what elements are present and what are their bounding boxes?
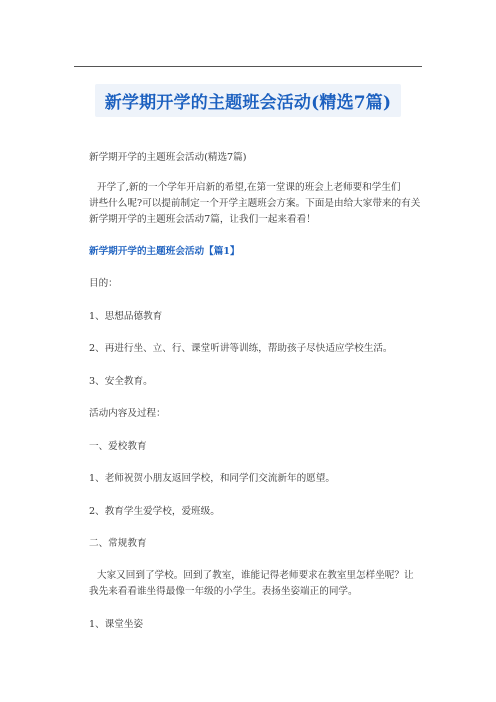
top-rule xyxy=(74,66,422,67)
purpose-item-3: 3、安全教育。 xyxy=(89,376,153,387)
part2-item-1: 1、课堂坐姿 xyxy=(89,619,144,630)
document-title xyxy=(74,84,422,117)
part2-para-line-2: 我先来看看谁坐得最像一年级的小学生。表扬坐姿端正的同学。 xyxy=(89,586,358,597)
part2-heading: 二、常规教育 xyxy=(89,538,147,549)
intro-line-2: 讲些什么呢?可以提前制定一个开学主题班会方案。下面是由给大家带来的有关 xyxy=(89,198,421,209)
intro-line-1: 开学了,新的一个学年开启新的希望,在第一堂课的班会上老师要和学生们 xyxy=(97,182,401,193)
purpose-item-2: 2、再进行坐、立、行、课堂听讲等训练，帮助孩子尽快适应学校生活。 xyxy=(89,343,393,354)
part2-para-line-1: 大家又回到了学校。回到了教室，谁能记得老师要求在教室里怎样坐呢？让 xyxy=(97,570,414,581)
part1-heading: 一、爱校教育 xyxy=(89,441,147,452)
section-heading: 新学期开学的主题班会活动【篇1】 xyxy=(89,246,240,257)
document-subtitle: 新学期开学的主题班会活动(精选7篇) xyxy=(89,152,247,163)
intro-line-3: 新学期开学的主题班会活动7篇，让我们一起来看看！ xyxy=(89,214,316,225)
purpose-item-1: 1、思想品德教育 xyxy=(89,311,163,322)
document-title-text: 新学期开学的主题班会活动(精选7篇) xyxy=(95,84,402,117)
part1-item-2: 2、教育学生爱学校，爱班级。 xyxy=(89,506,220,517)
process-label: 活动内容及过程： xyxy=(89,408,166,419)
part1-item-1: 1、老师祝贺小朋友返回学校，和同学们交流新年的愿望。 xyxy=(89,473,335,484)
purpose-label: 目的： xyxy=(89,278,118,289)
